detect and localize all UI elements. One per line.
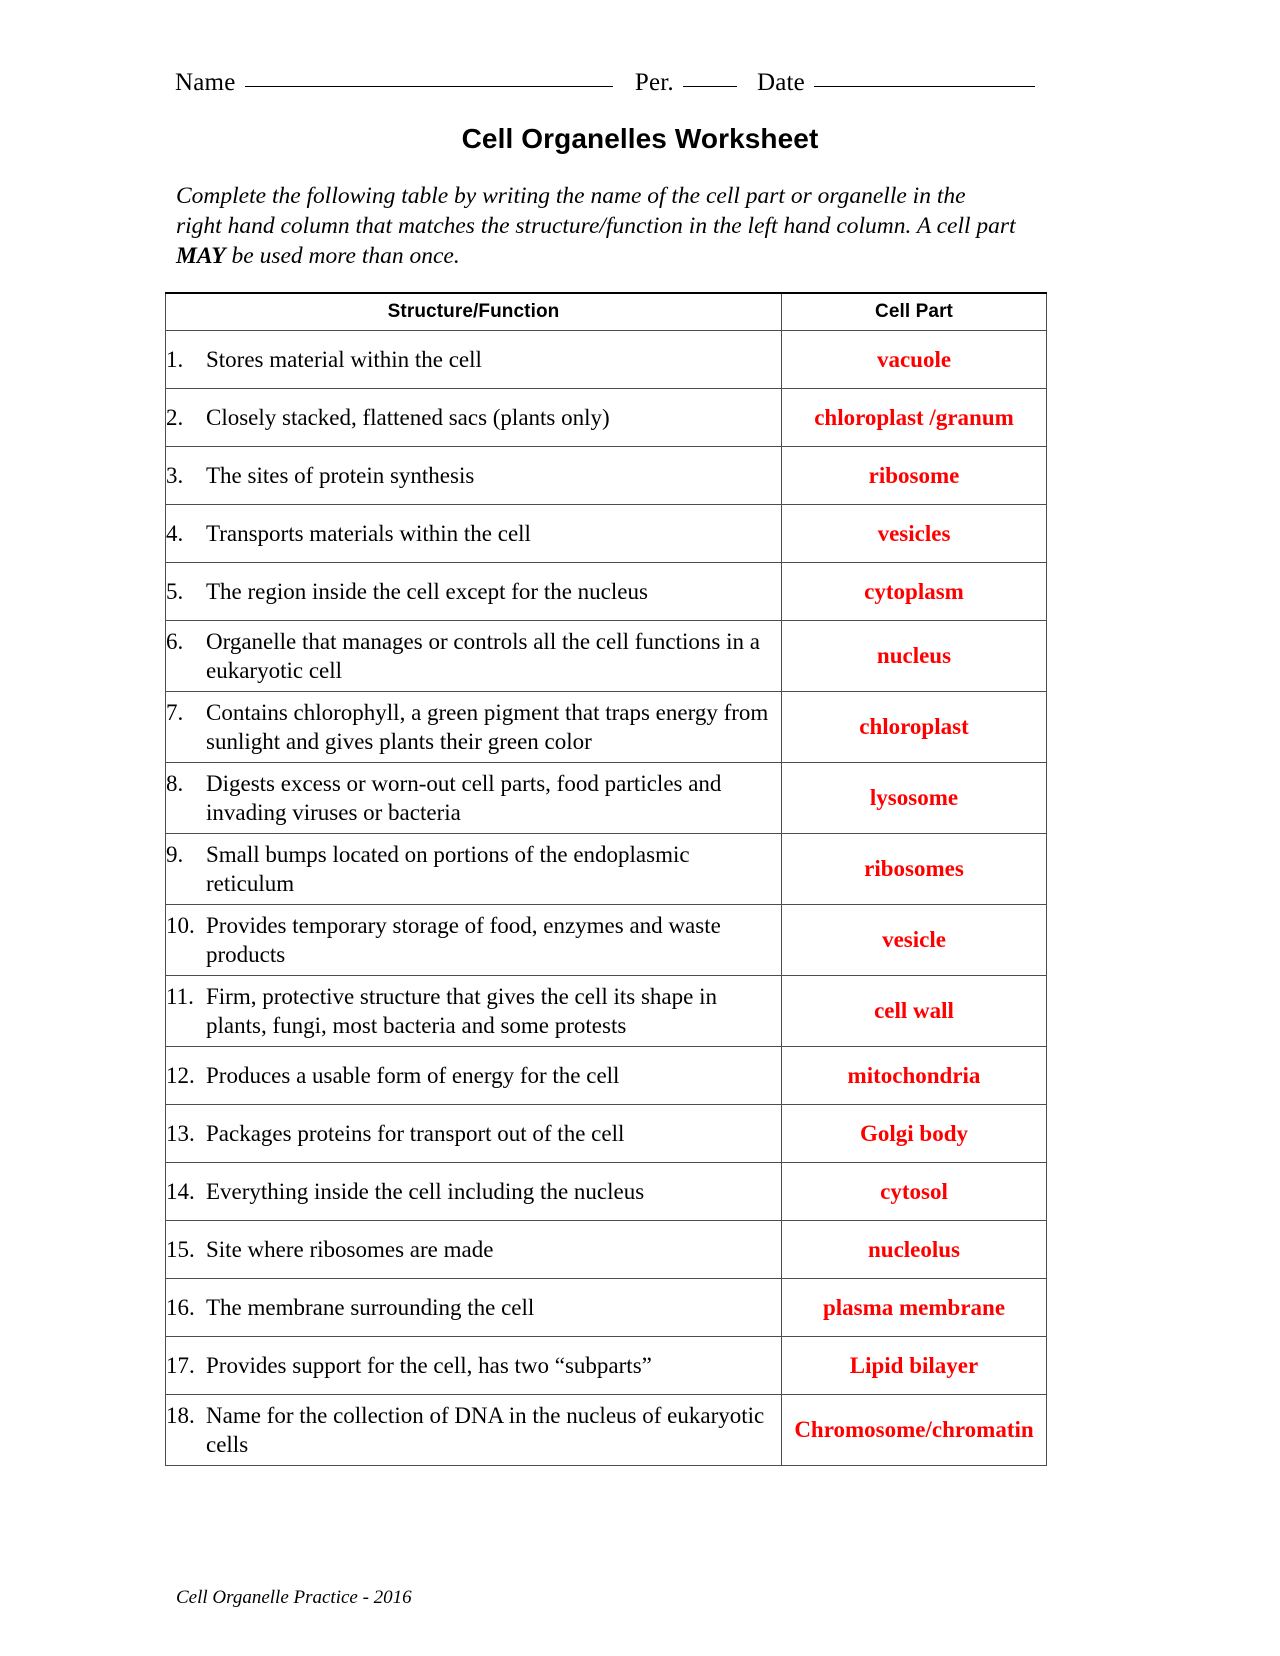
structure-function-cell bbox=[166, 1163, 782, 1221]
row-number: 13. bbox=[166, 1121, 195, 1146]
structure-function-cell bbox=[166, 905, 782, 976]
structure-function-inner bbox=[166, 1293, 781, 1322]
structure-function-inner bbox=[166, 519, 781, 548]
cell-part-answer[interactable]: nucleolus bbox=[782, 1221, 1047, 1279]
structure-function-cell bbox=[166, 1395, 782, 1466]
structure-function-cell bbox=[166, 1105, 782, 1163]
structure-function-text: Digests excess or worn-out cell parts, food particles and invading viruses or bacteria bbox=[206, 771, 722, 825]
row-number: 10. bbox=[166, 913, 195, 938]
structure-function-inner bbox=[166, 627, 781, 685]
structure-function-cell bbox=[166, 976, 782, 1047]
structure-function-text: Contains chlorophyll, a green pigment that traps energy from sunlight and gives plants their green color bbox=[206, 700, 769, 754]
table-row bbox=[166, 447, 1047, 505]
cell-part-answer[interactable]: ribosome bbox=[782, 447, 1047, 505]
structure-function-inner bbox=[166, 982, 781, 1040]
cell-part-answer[interactable]: cell wall bbox=[782, 976, 1047, 1047]
table-header-row bbox=[166, 293, 1047, 331]
period-write-line[interactable] bbox=[683, 86, 737, 87]
worksheet-table-wrapper bbox=[165, 292, 1046, 1466]
cell-part-answer[interactable]: Chromosome/chromatin bbox=[782, 1395, 1047, 1466]
cell-part-answer[interactable]: ribosomes bbox=[782, 834, 1047, 905]
structure-function-inner bbox=[166, 1119, 781, 1148]
table-row bbox=[166, 331, 1047, 389]
structure-function-text: Organelle that manages or controls all the cell functions in a eukaryotic cell bbox=[206, 629, 760, 683]
table-row bbox=[166, 905, 1047, 976]
table-row bbox=[166, 1395, 1047, 1466]
structure-function-inner bbox=[166, 698, 781, 756]
row-number: 14. bbox=[166, 1179, 195, 1204]
structure-function-text: The membrane surrounding the cell bbox=[206, 1295, 535, 1320]
row-number: 2. bbox=[166, 405, 184, 430]
structure-function-inner bbox=[166, 1061, 781, 1090]
structure-function-text: Provides support for the cell, has two “subparts” bbox=[206, 1353, 652, 1378]
cell-part-answer[interactable]: vesicles bbox=[782, 505, 1047, 563]
structure-function-text: Produces a usable form of energy for the cell bbox=[206, 1063, 620, 1088]
page-title: Cell Organelles Worksheet bbox=[461, 123, 819, 154]
instructions-text-part1: Complete the following table by writing the name of the cell part or organelle in the right hand column that matches the structure/function in the left hand column. A cell part bbox=[176, 183, 1016, 239]
structure-function-text: Firm, protective structure that gives the cell its shape in plants, fungi, most bacteria and some protests bbox=[206, 984, 717, 1038]
table-row bbox=[166, 834, 1047, 905]
row-number: 7. bbox=[166, 700, 184, 725]
structure-function-inner bbox=[166, 1177, 781, 1206]
cell-part-answer[interactable]: Lipid bilayer bbox=[782, 1337, 1047, 1395]
structure-function-inner bbox=[166, 1235, 781, 1264]
structure-function-text: Closely stacked, flattened sacs (plants only) bbox=[206, 405, 610, 430]
row-number: 8. bbox=[166, 771, 184, 796]
instructions-emphasis: MAY bbox=[176, 243, 226, 269]
cell-part-answer[interactable]: Golgi body bbox=[782, 1105, 1047, 1163]
row-number: 9. bbox=[166, 842, 184, 867]
structure-function-cell bbox=[166, 331, 782, 389]
structure-function-cell bbox=[166, 1047, 782, 1105]
row-number: 4. bbox=[166, 521, 184, 546]
table-row bbox=[166, 1221, 1047, 1279]
structure-function-inner bbox=[166, 1401, 781, 1459]
row-number: 18. bbox=[166, 1403, 195, 1428]
structure-function-text: The sites of protein synthesis bbox=[206, 463, 475, 488]
row-number: 17. bbox=[166, 1353, 195, 1378]
structure-function-text: Site where ribosomes are made bbox=[206, 1237, 494, 1262]
date-write-line[interactable] bbox=[814, 86, 1035, 87]
instructions-text-part2: be used more than once. bbox=[225, 243, 460, 269]
row-number: 6. bbox=[166, 629, 184, 654]
structure-function-cell bbox=[166, 1279, 782, 1337]
cell-part-answer[interactable]: vesicle bbox=[782, 905, 1047, 976]
cell-part-answer[interactable]: nucleus bbox=[782, 621, 1047, 692]
date-label: Date bbox=[756, 69, 805, 96]
row-number: 3. bbox=[166, 463, 184, 488]
structure-function-text: Transports materials within the cell bbox=[206, 521, 531, 546]
table-row bbox=[166, 1163, 1047, 1221]
cell-part-answer[interactable]: chloroplast /granum bbox=[782, 389, 1047, 447]
cell-part-answer[interactable]: lysosome bbox=[782, 763, 1047, 834]
structure-function-cell bbox=[166, 763, 782, 834]
name-write-line[interactable] bbox=[245, 86, 613, 87]
structure-function-text: Small bumps located on portions of the endoplasmic reticulum bbox=[206, 842, 690, 896]
column-header-structure-function: Structure/Function bbox=[166, 293, 782, 331]
cell-part-answer[interactable]: vacuole bbox=[782, 331, 1047, 389]
name-label: Name bbox=[175, 69, 236, 96]
table-row bbox=[166, 1047, 1047, 1105]
structure-function-inner bbox=[166, 461, 781, 490]
instructions-paragraph bbox=[176, 181, 1016, 271]
structure-function-text: The region inside the cell except for the nucleus bbox=[206, 579, 648, 604]
structure-function-cell bbox=[166, 505, 782, 563]
structure-function-inner bbox=[166, 577, 781, 606]
table-row bbox=[166, 389, 1047, 447]
structure-function-inner bbox=[166, 345, 781, 374]
structure-function-cell bbox=[166, 1221, 782, 1279]
structure-function-cell bbox=[166, 621, 782, 692]
structure-function-cell bbox=[166, 834, 782, 905]
row-number: 16. bbox=[166, 1295, 195, 1320]
table-row bbox=[166, 1279, 1047, 1337]
table-row bbox=[166, 563, 1047, 621]
structure-function-text: Stores material within the cell bbox=[206, 347, 482, 372]
table-row bbox=[166, 763, 1047, 834]
cell-part-answer[interactable]: cytoplasm bbox=[782, 563, 1047, 621]
period-label: Per. bbox=[634, 69, 674, 96]
structure-function-cell bbox=[166, 692, 782, 763]
row-number: 15. bbox=[166, 1237, 195, 1262]
table-row bbox=[166, 692, 1047, 763]
structure-function-cell bbox=[166, 389, 782, 447]
table-row bbox=[166, 621, 1047, 692]
table-row bbox=[166, 505, 1047, 563]
table-body bbox=[166, 331, 1047, 1466]
structure-function-inner bbox=[166, 911, 781, 969]
row-number: 11. bbox=[166, 984, 194, 1009]
structure-function-inner bbox=[166, 1351, 781, 1380]
row-number: 1. bbox=[166, 347, 184, 372]
table-row bbox=[166, 1337, 1047, 1395]
cell-organelles-table bbox=[165, 292, 1047, 1466]
cell-part-answer[interactable]: plasma membrane bbox=[782, 1279, 1047, 1337]
structure-function-text: Packages proteins for transport out of the cell bbox=[206, 1121, 625, 1146]
structure-function-text: Provides temporary storage of food, enzymes and waste products bbox=[206, 913, 721, 967]
column-header-cell-part: Cell Part bbox=[782, 293, 1047, 331]
structure-function-inner bbox=[166, 769, 781, 827]
cell-part-answer[interactable]: chloroplast bbox=[782, 692, 1047, 763]
cell-part-answer[interactable]: mitochondria bbox=[782, 1047, 1047, 1105]
student-info-bar bbox=[175, 70, 1035, 95]
structure-function-cell bbox=[166, 1337, 782, 1395]
structure-function-inner bbox=[166, 840, 781, 898]
row-number: 5. bbox=[166, 579, 184, 604]
structure-function-cell bbox=[166, 447, 782, 505]
cell-part-answer[interactable]: cytosol bbox=[782, 1163, 1047, 1221]
structure-function-cell bbox=[166, 563, 782, 621]
footer-note: Cell Organelle Practice - 2016 bbox=[176, 1587, 412, 1608]
table-row bbox=[166, 976, 1047, 1047]
row-number: 12. bbox=[166, 1063, 195, 1088]
table-row bbox=[166, 1105, 1047, 1163]
structure-function-text: Name for the collection of DNA in the nucleus of eukaryotic cells bbox=[206, 1403, 765, 1457]
structure-function-inner bbox=[166, 403, 781, 432]
structure-function-text: Everything inside the cell including the nucleus bbox=[206, 1179, 645, 1204]
